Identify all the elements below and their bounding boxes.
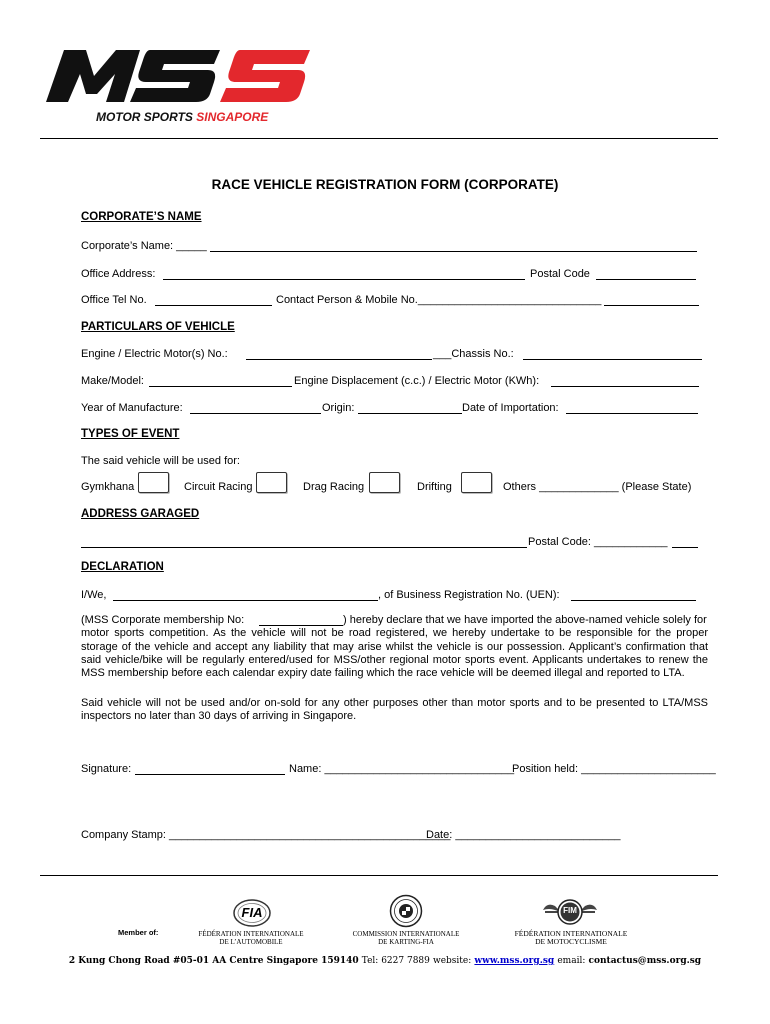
fia-line-1: FÉDÉRATION INTERNATIONALE (198, 930, 304, 938)
origin-label: Origin: (322, 402, 355, 414)
fia-mark: FIA (241, 905, 263, 920)
fia-line-2: DE L’AUTOMOBILE (219, 938, 283, 946)
fim-line-2: DE MOTOCYCLISME (535, 937, 607, 946)
member-of-label: Member of: (118, 928, 159, 937)
postal-code-label: Postal Code (530, 268, 590, 280)
section-particulars: PARTICULARS OF VEHICLE (81, 321, 235, 333)
declaration-line-1 (81, 614, 708, 627)
make-model-label: Make/Model: (81, 375, 144, 387)
gymkhana-label: Gymkhana (81, 481, 135, 493)
footer-address: 2 Kung Chong Road #05-01 AA Centre Singapore 159140 (68, 956, 359, 966)
year-of-manufacture-label: Year of Manufacture: (81, 402, 183, 414)
year-of-manufacture-input[interactable] (190, 402, 321, 414)
origin-input[interactable] (358, 402, 462, 414)
office-tel-input[interactable] (155, 294, 272, 306)
make-model-input[interactable] (149, 375, 292, 387)
fia-logo (232, 898, 272, 928)
fim-mark: FIM (563, 906, 577, 915)
logo-tagline (96, 110, 268, 124)
i-we-label: I/We, (81, 589, 107, 601)
garaged-postal-label: Postal Code: ____________ (528, 536, 668, 548)
corporate-name-input[interactable] (210, 240, 697, 252)
footer-website-link[interactable]: www.mss.org.sg (474, 956, 555, 966)
date-of-importation-input[interactable] (566, 402, 698, 414)
cik-line-2: DE KARTING-FIA (378, 938, 434, 946)
circuit-racing-label: Circuit Racing (184, 481, 253, 493)
signature-label: Signature: (81, 763, 132, 775)
company-stamp-label: Company Stamp: ______________________________________________ (81, 829, 451, 841)
drag-racing-label: Drag Racing (303, 481, 365, 493)
used-for-label: The said vehicle will be used for: (81, 455, 240, 467)
chassis-no-input[interactable] (523, 348, 702, 360)
cik-name (340, 930, 472, 946)
office-tel-label: Office Tel No. (81, 294, 147, 306)
cik-line-1: COMMISSION INTERNATIONALE (352, 930, 460, 938)
position-held-label: Position held: ______________________ (512, 763, 716, 775)
tagline-part1: MOTOR SPORTS (96, 110, 193, 124)
contact-person-input[interactable] (604, 294, 699, 306)
footer-divider (40, 875, 718, 876)
footer-email-label: email: (557, 956, 586, 966)
declaration-paragraph-2: Said vehicle will not be used and/or on-sold for any other purposes other than motor sports and to be presented to LTA/MSS inspectors no later than 30 days of arriving in Singapore. (81, 697, 708, 723)
engine-motor-label: Engine / Electric Motor(s) No.: (81, 348, 228, 360)
mss-logo (42, 40, 312, 130)
fim-line-1: FÉDÉRATION INTERNATIONALE (514, 929, 628, 938)
footer-website-label: website: (433, 956, 472, 966)
engine-displacement-label: Engine Displacement (c.c.) / Electric Motor (KWh): (294, 375, 540, 387)
section-address-garaged: ADDRESS GARAGED (81, 508, 200, 520)
engine-motor-input[interactable] (246, 348, 432, 360)
fim-logo (541, 896, 599, 928)
footer-email[interactable]: contactus@mss.org.sg (588, 956, 702, 966)
signature-input[interactable] (135, 763, 285, 775)
section-declaration: DECLARATION (81, 561, 164, 573)
chassis-no-label: ___Chassis No.: (433, 348, 514, 360)
drifting-label: Drifting (417, 481, 452, 493)
footer-contact (0, 956, 770, 966)
postal-code-input[interactable] (596, 268, 696, 280)
mss-wordmark-graphic (42, 40, 312, 110)
business-reg-label: , of Business Registration No. (UEN): (378, 589, 560, 601)
tagline-part2: SINGAPORE (196, 110, 269, 124)
membership-post-text: ) hereby declare that we have imported the above-named vehicle solely for (343, 614, 707, 626)
membership-pre-label: (MSS Corporate membership No: (81, 614, 245, 626)
header-divider (40, 138, 718, 139)
corporate-name-label: Corporate’s Name: _____ (81, 240, 207, 252)
date-label: Date: ___________________________ (426, 829, 621, 841)
cik-logo (389, 894, 423, 928)
section-types-of-event: TYPES OF EVENT (81, 428, 180, 440)
footer-tel: Tel: 6227 7889 (361, 956, 430, 966)
declarant-name-input[interactable] (113, 589, 378, 601)
form-title: RACE VEHICLE REGISTRATION FORM (CORPORATE) (211, 177, 559, 192)
drag-racing-checkbox[interactable] (369, 472, 400, 493)
membership-no-input[interactable] (259, 614, 343, 626)
drifting-checkbox[interactable] (461, 472, 492, 493)
garaged-postal-input[interactable] (672, 536, 698, 548)
date-of-importation-label: Date of Importation: (462, 402, 559, 414)
circuit-racing-checkbox[interactable] (256, 472, 287, 493)
name-label: Name: _______________________________ (289, 763, 515, 775)
engine-displacement-input[interactable] (551, 375, 699, 387)
declaration-body-text: motor sports competition. As the vehicle will not be road registered, we hereby undertake to be responsible for the proper storage of the vehicle and accept any liability that may arise whilst the vehicle is our possession. Applicant’s confirmation that said vehicle/bike will be regularly entered/used for MSS/other regional motor sports event. Applicants undertakes to renew the MSS membership before each calendar expiry date failing which the race vehicle will be deemed illegal and reported to LTA. (81, 627, 708, 680)
contact-person-label: Contact Person & Mobile No.______________________________ (276, 294, 602, 306)
business-reg-input[interactable] (571, 589, 696, 601)
gymkhana-checkbox[interactable] (138, 472, 169, 493)
section-corporate-name: CORPORATE’S NAME (81, 211, 202, 223)
cik-emblem-icon (389, 894, 423, 928)
declaration-paragraph-1 (81, 614, 708, 680)
office-address-label: Office Address: (81, 268, 156, 280)
fim-name (502, 930, 640, 946)
fia-name (190, 930, 312, 946)
garaged-address-input[interactable] (81, 536, 527, 548)
others-label: Others _____________ (Please State) (503, 481, 692, 493)
office-address-input[interactable] (163, 268, 525, 280)
